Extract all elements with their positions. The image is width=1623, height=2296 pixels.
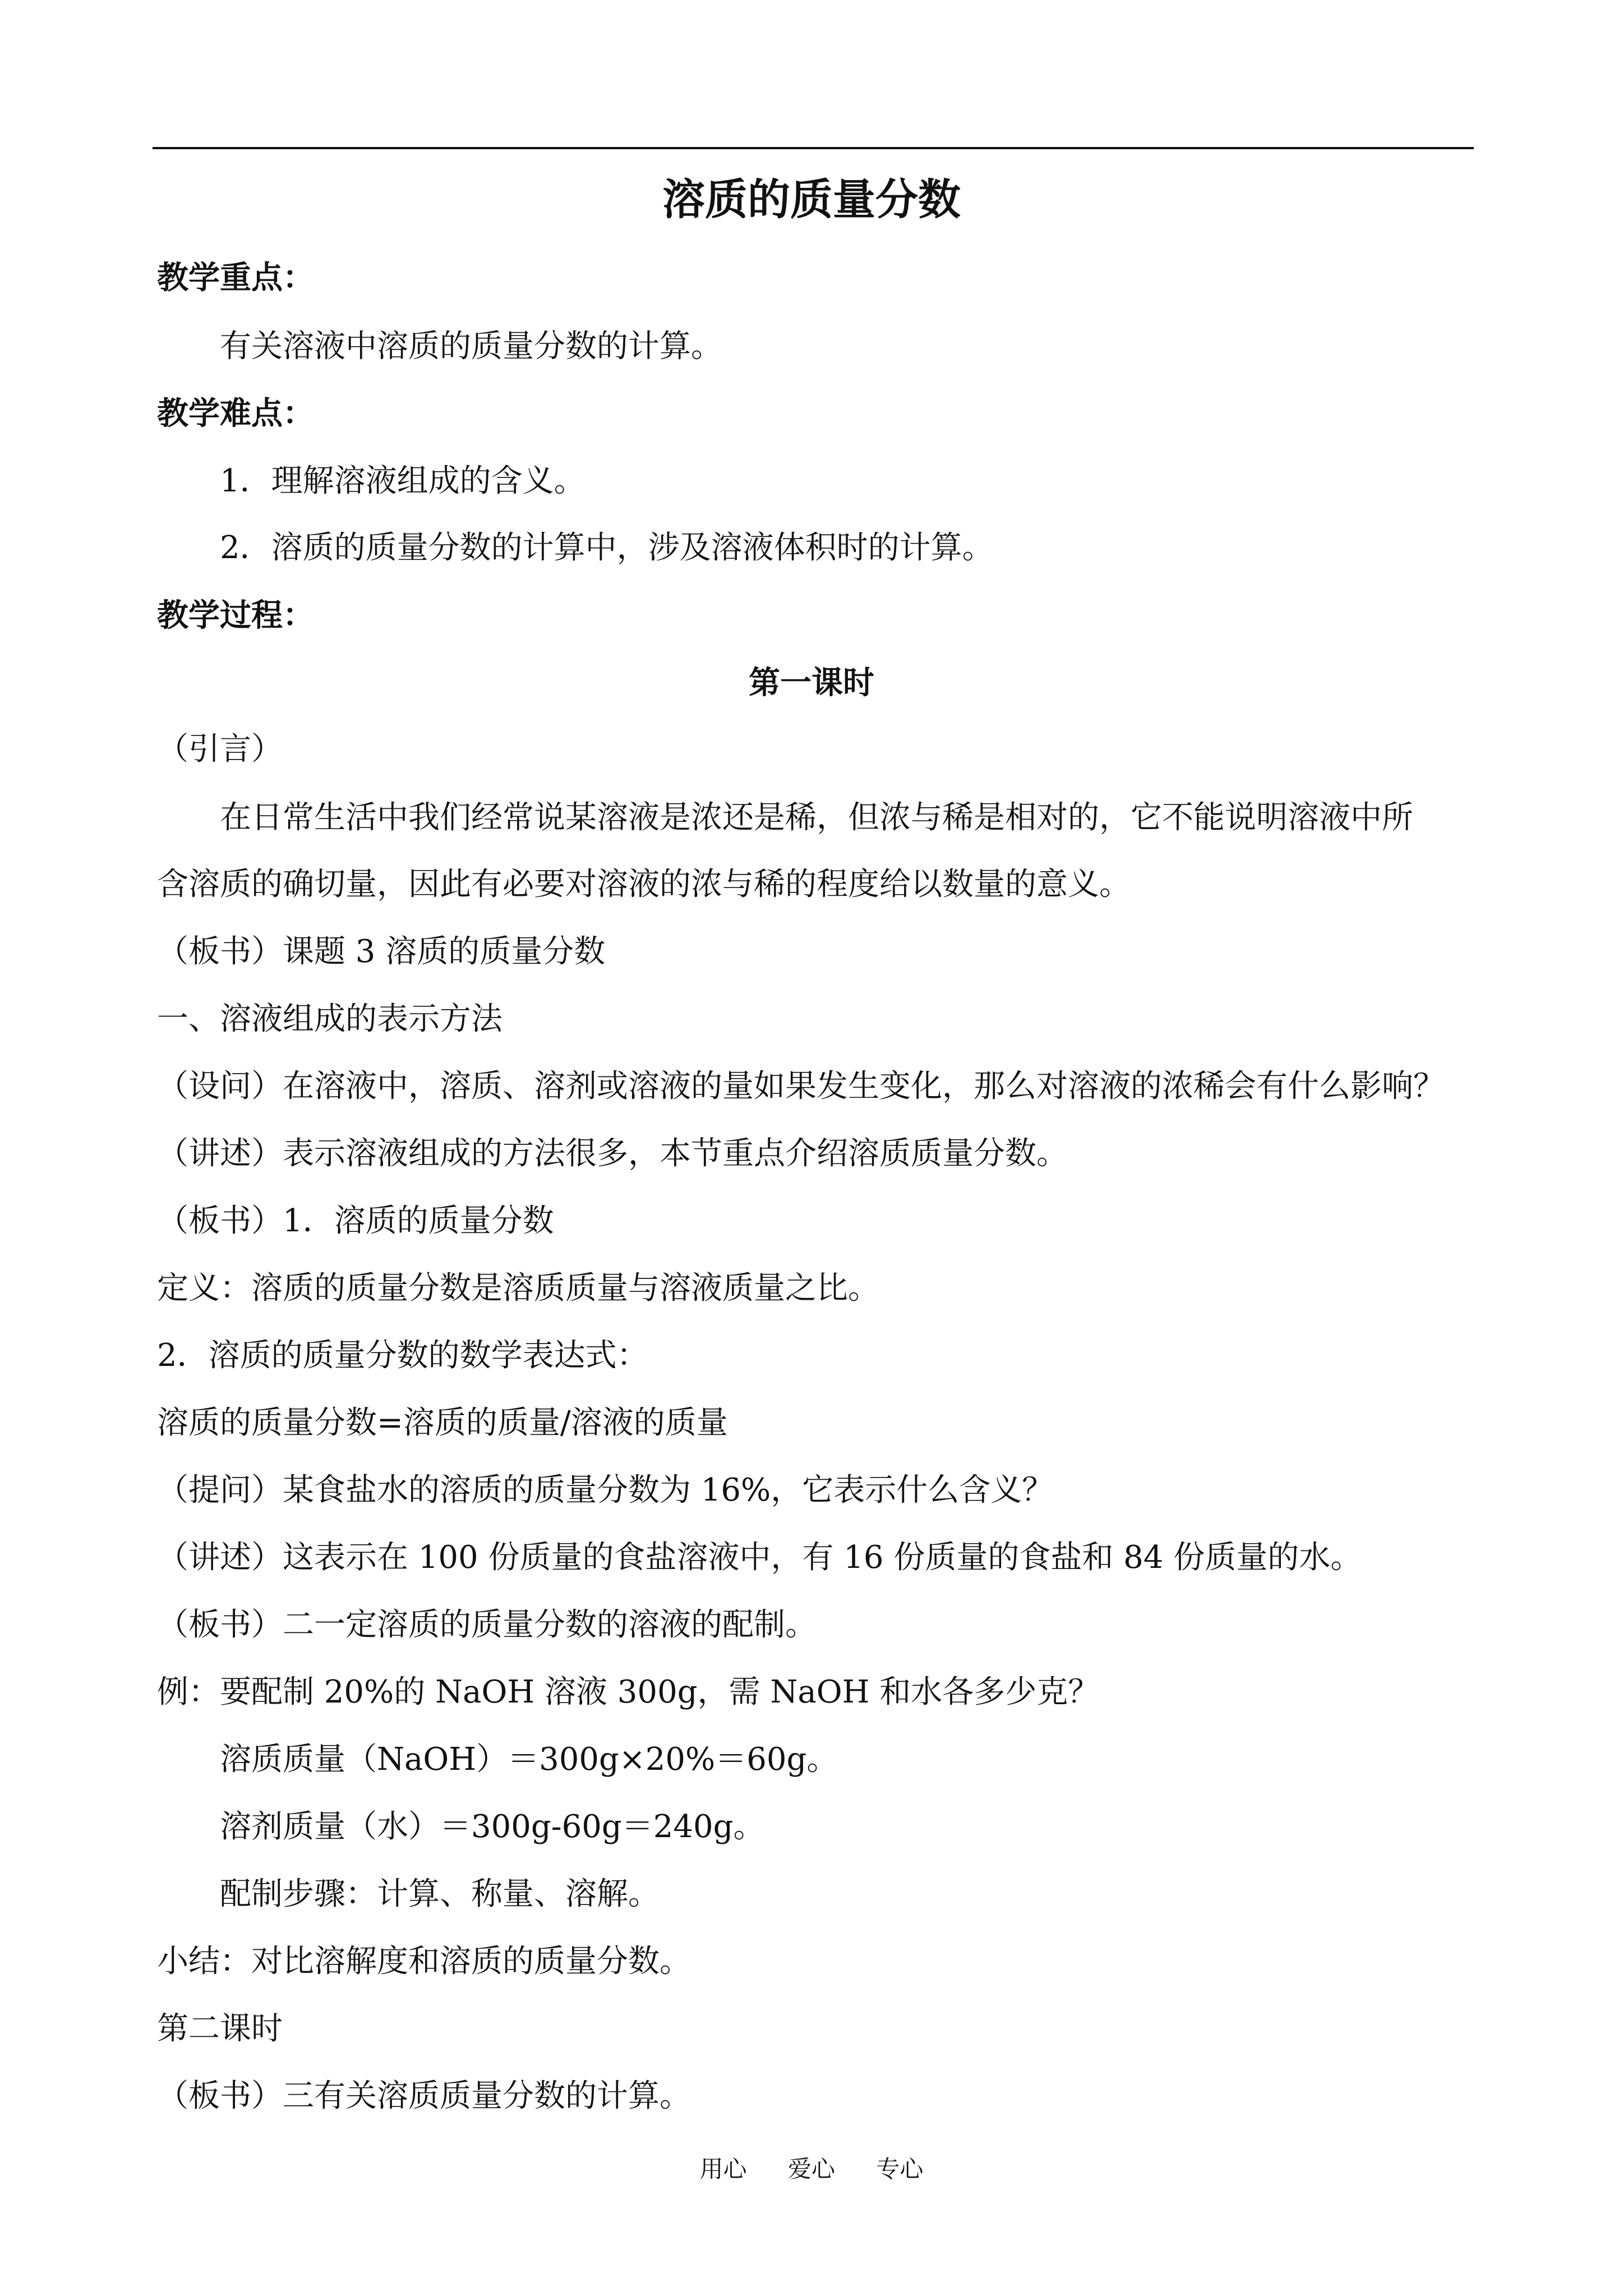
section-heading-difficulties: 教学难点： xyxy=(157,395,314,432)
section-heading-key-points: 教学重点： xyxy=(157,259,314,296)
paragraph: （讲述）表示溶液组成的方法很多，本节重点介绍溶质质量分数。 xyxy=(157,1135,1068,1172)
paragraph: （提问）某食盐水的溶质的质量分数为 16%，它表示什么含义？ xyxy=(157,1472,1054,1508)
lesson-heading: 第一课时 xyxy=(749,664,874,701)
paragraph: 一、溶液组成的表示方法 xyxy=(157,1001,502,1037)
section-heading-process: 教学过程： xyxy=(157,597,314,634)
paragraph: （板书）1．溶质的质量分数 xyxy=(157,1203,554,1239)
header-rule xyxy=(153,147,1474,149)
paragraph: 有关溶液中溶质的质量分数的计算。 xyxy=(220,328,722,365)
lesson-heading-2: 第二课时 xyxy=(157,2010,283,2047)
paragraph: （板书）三有关溶质质量分数的计算。 xyxy=(157,2078,691,2114)
paragraph: 在日常生活中我们经常说某溶液是浓还是稀，但浓与稀是相对的，它不能说明溶液中所 xyxy=(220,799,1413,836)
page-footer xyxy=(0,2151,1623,2184)
paragraph: （引言） xyxy=(157,731,283,767)
list-item: 1．理解溶液组成的含义。 xyxy=(220,463,585,499)
list-item: 2．溶质的质量分数的计算中，涉及溶液体积时的计算。 xyxy=(220,530,994,566)
example-line: 例：要配制 20%的 NaOH 溶液 300g，需 NaOH 和水各多少克？ xyxy=(157,1674,1100,1710)
paragraph: （讲述）这表示在 100 份质量的食盐溶液中，有 16 份质量的食盐和 84 份质量的水。 xyxy=(157,1539,1362,1576)
paragraph: 定义：溶质的质量分数是溶质质量与溶液质量之比。 xyxy=(157,1270,879,1306)
paragraph: （设问）在溶液中，溶质、溶剂或溶液的量如果发生变化，那么对溶液的浓稀会有什么影响？ xyxy=(157,1068,1445,1105)
calculation-line: 溶剂质量（水）＝300g-60g＝240g。 xyxy=(220,1809,765,1845)
paragraph: 小结：对比溶解度和溶质的质量分数。 xyxy=(157,1943,691,1980)
footer-text: 爱心 xyxy=(787,2155,835,2183)
paragraph: （板书）二一定溶质的质量分数的溶液的配制。 xyxy=(157,1607,817,1643)
footer-text: 用心 xyxy=(699,2155,747,2183)
footer-text: 专心 xyxy=(876,2155,924,2183)
paragraph: 配制步骤：计算、称量、溶解。 xyxy=(220,1876,660,1912)
paragraph: 含溶质的确切量，因此有必要对溶液的浓与稀的程度给以数量的意义。 xyxy=(157,866,1131,903)
formula-line: 溶质的质量分数=溶质的质量/溶液的质量 xyxy=(157,1405,728,1441)
paragraph: 2．溶质的质量分数的数学表达式： xyxy=(157,1337,648,1374)
page-title: 溶质的质量分数 xyxy=(662,174,961,224)
paragraph: （板书）课题 3 溶质的质量分数 xyxy=(157,933,606,970)
calculation-line: 溶质质量（NaOH）＝300g×20%＝60g。 xyxy=(220,1741,838,1778)
